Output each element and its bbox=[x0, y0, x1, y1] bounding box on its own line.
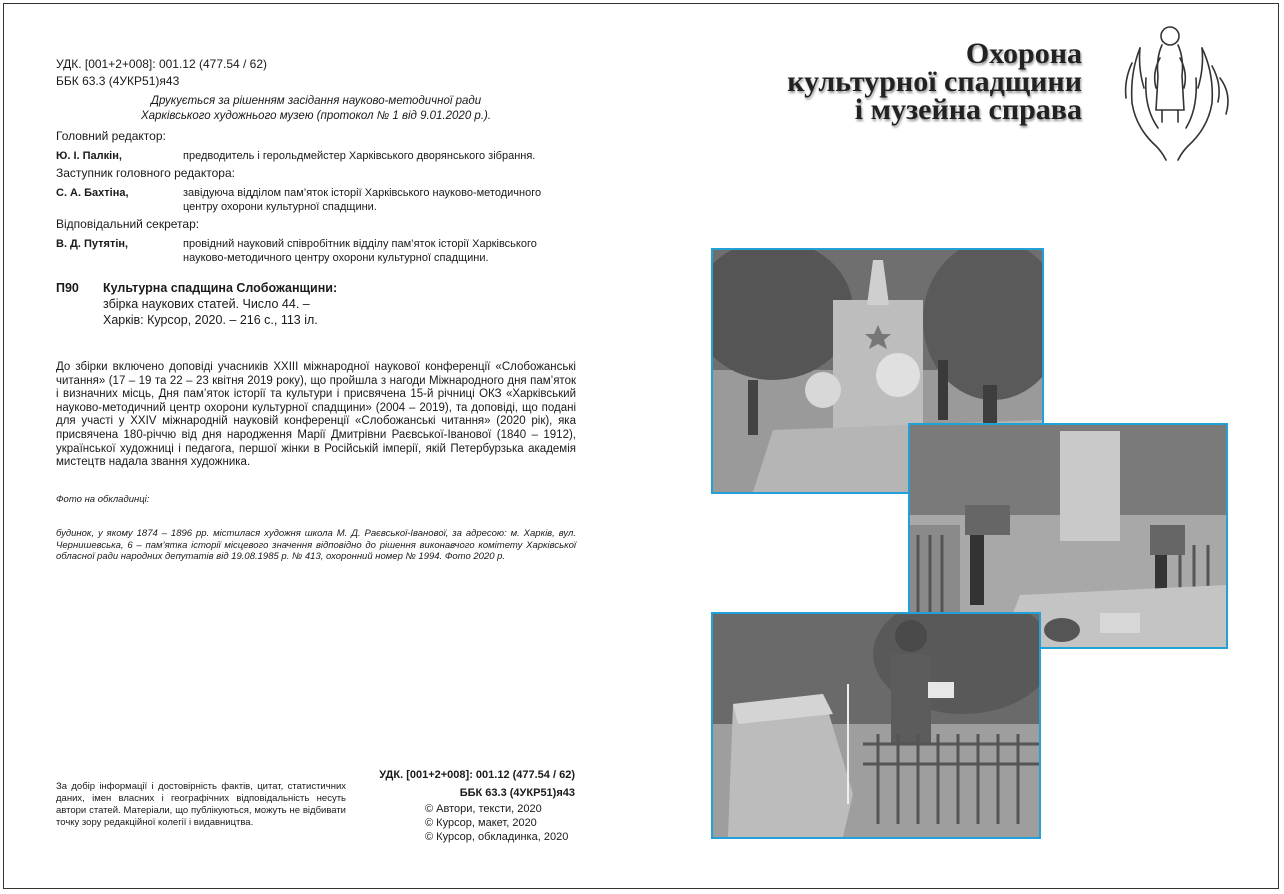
staff-name: С. А. Бахтіна, bbox=[56, 187, 129, 199]
cover-photo-measuring bbox=[711, 612, 1041, 839]
staff-name: Ю. І. Палкін, bbox=[56, 150, 122, 162]
udk-code: УДК. [001+2+008]: 001.12 (477.54 / 62) bbox=[56, 57, 268, 71]
staff-desc: провідний науковий співробітник відділу пам’яток історії Харківського науково-методичного центру охорони культурної спадщини. bbox=[183, 238, 537, 264]
series-title bbox=[740, 37, 1082, 126]
hands-figure-icon bbox=[1110, 18, 1235, 163]
series-title-line: і музейна справа bbox=[854, 93, 1082, 126]
book-title: Культурна спадщина Слобожанщини: bbox=[103, 281, 338, 295]
bbk-code: ББК 63.3 (4УКР51)я43 bbox=[56, 74, 180, 88]
copyright-block bbox=[425, 802, 568, 844]
udk-block-top bbox=[56, 56, 267, 90]
book-record bbox=[56, 280, 337, 328]
book-info bbox=[103, 280, 337, 328]
series-title-line: культурної спадщини bbox=[787, 65, 1082, 98]
staff-person bbox=[56, 149, 586, 163]
abstract-text: До збірки включено доповіді учасників XXIII міжнародної наукової конференції «Слобожанські читання» (17 – 19 та 22 – 23 квітня 2019 року), що пройшла з нагоди Міжнародного дня пам’яток і визначних місць, Дня пам’яток історії та культури і присвячена 15-й річниці ОКЗ «Харківський науково-методичний центр охорони культурної спадщини» (2004 – 2019), та доповіді, що подані для участі у XXIV міжнародній науковій конференції «Слобожанські читання» (2020 рік), яка присвячена 180-річчю від дня народження Марії Дмитрівни Раєвської-Іванової (1840 – 1912), української художниці і педагога, першої жінки в Російській імперії, якій Петербурзька академія мистецтв надала звання художника. bbox=[56, 361, 576, 469]
staff-person bbox=[56, 237, 586, 265]
book-code: П90 bbox=[56, 281, 79, 295]
cover-photo-label: Фото на обкладинці: bbox=[56, 494, 150, 505]
bbk-code-bottom: ББК 63.3 (4УКР51)я43 bbox=[459, 787, 575, 799]
disclaimer-text: За добір інформації і достовірність фактів, цитат, статистичних даних, імен власних і географічних відповідальність несуть автори статей. Матеріали, що публікуються, можуть не відбивати точку зору редакційної колегії і видавництва. bbox=[56, 781, 346, 828]
staff-name: В. Д. Путятін, bbox=[56, 238, 129, 250]
printed-by-line: Друкується за рішенням засідання науково-методичної ради bbox=[150, 95, 482, 107]
staff-desc: завідуюча відділом пам’яток історії Харківського науково-методичного центру охорони культурної спадщини. bbox=[183, 187, 542, 213]
editorial-staff bbox=[56, 126, 586, 265]
cover-photo-description: будинок, у якому 1874 – 1896 рр. містилася художня школа М. Д. Раєвської-Іванової, за адресою: м. Харків, вул. Чернишевська, 6 – пам’ятка історії місцевого значення відповідно до рішення виконавчого комітету Харківської обласної ради народних депутатів від 19.08.1985 р. № 413, охоронний номер № 1994. Фото 2020 р. bbox=[56, 528, 576, 562]
staff-role: Головний редактор: bbox=[56, 129, 166, 143]
staff-role: Заступник головного редактора: bbox=[56, 166, 235, 180]
printed-by-line: Харківського художнього музею (протокол № 1 від 9.01.2020 р.). bbox=[140, 110, 492, 122]
udk-block-bottom bbox=[360, 766, 575, 802]
udk-code-bottom: УДК. [001+2+008]: 001.12 (477.54 / 62) bbox=[379, 769, 575, 781]
book-subtitle: збірка наукових статей. Число 44. – bbox=[103, 297, 310, 311]
copyright-line: © Курсор, макет, 2020 bbox=[425, 817, 537, 829]
copyright-line: © Курсор, обкладинка, 2020 bbox=[425, 831, 569, 843]
copyright-line: © Автори, тексти, 2020 bbox=[425, 803, 542, 815]
book-publication: Харків: Курсор, 2020. – 216 с., 113 іл. bbox=[103, 313, 318, 327]
staff-person bbox=[56, 186, 586, 214]
staff-role: Відповідальний секретар: bbox=[56, 217, 200, 231]
series-title-line: Охорона bbox=[965, 37, 1082, 70]
printed-by-note bbox=[56, 94, 576, 124]
staff-desc: предводитель і герольдмейстер Харківського дворянського зібрання. bbox=[183, 150, 536, 162]
